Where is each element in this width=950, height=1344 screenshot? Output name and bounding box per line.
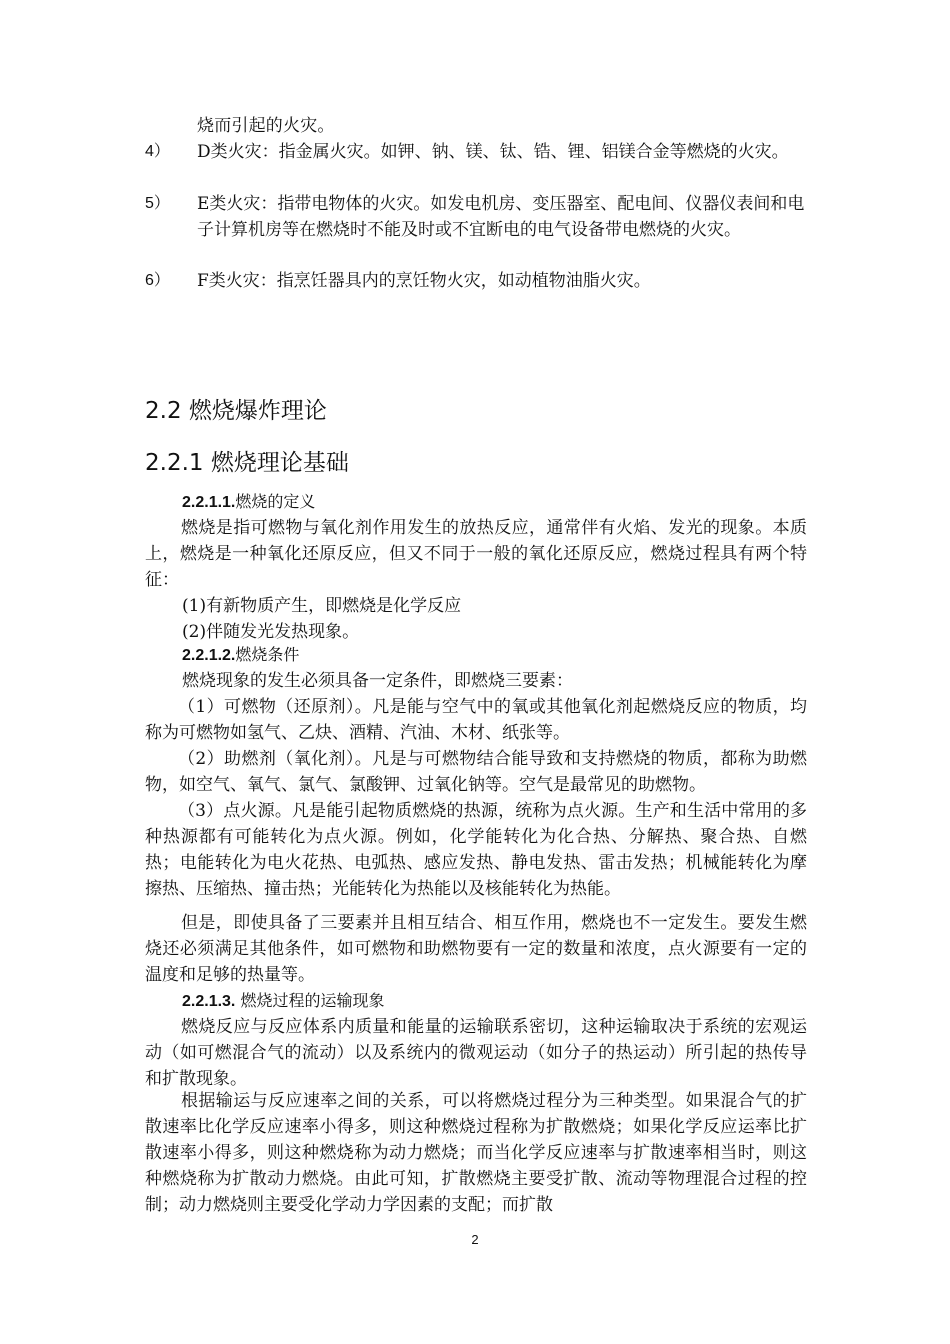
list-number: 4）	[145, 143, 170, 160]
fire-class-item-d	[145, 139, 808, 191]
combustion-definition-paragraph: 燃烧是指可燃物与氧化剂作用发生的放热反应，通常伴有火焰、发光的现象。本质上，燃烧是一种氧化还原反应，但又不同于一般的氧化还原反应，燃烧过程具有两个特征：	[145, 518, 807, 590]
fire-class-item-e	[145, 191, 808, 269]
page-number: 2	[471, 1232, 479, 1247]
list-number: 6）	[145, 272, 170, 289]
combustion-conditions-intro: 燃烧现象的发生必须具备一定条件，即燃烧三要素：	[182, 671, 573, 691]
subsection-number: 2.2.1.2.	[182, 647, 236, 664]
subsection-number: 2.2.1.1.	[182, 494, 236, 511]
list-text: E类火灾：指带电物体的火灾。如发电机房、变压器室、配电间、仪器仪表间和电子计算机房等在燃烧时不能及时或不宜断电的电气设备带电燃烧的火灾。	[197, 194, 805, 240]
condition-ignition-source: （3）点火源。凡是能引起物质燃烧的热源，统称为点火源。生产和生活中常用的多种热源都有可能转化为点火源。例如，化学能转化为化合热、分解热、聚合热、自燃热；电能转化为电火花热、电弧热、感应发热、静电发热、雷击发热；机械能转化为摩擦热、压缩热、撞击热；光能转化为热能以及核能转化为热能。	[145, 801, 807, 899]
list-text: D类火灾：指金属火灾。如钾、钠、镁、钛、锆、锂、铝镁合金等燃烧的火灾。	[197, 142, 789, 162]
transport-phenomena-paragraph: 燃烧反应与反应体系内质量和能量的运输联系密切，这种运输取决于系统的宏观运动（如可燃混合气的流动）以及系统内的微观运动（如分子的热运动）所引起的热传导和扩散现象。	[145, 1017, 807, 1089]
subsection-title: 燃烧过程的运输现象	[235, 991, 385, 1010]
subsection-title: 燃烧的定义	[235, 492, 316, 511]
subsection-number: 2.2.1.3.	[182, 993, 236, 1010]
combustion-feature-1: (1)有新物质产生，即燃烧是化学反应	[182, 596, 462, 616]
combustion-but-paragraph: 但是，即使具备了三要素并且相互结合、相互作用，燃烧也不一定发生。要发生燃烧还必须满足其他条件，如可燃物和助燃物要有一定的数量和浓度，点火源要有一定的温度和足够的热量等。	[145, 913, 807, 985]
combustion-feature-2: (2)伴随发光发热现象。	[182, 622, 360, 642]
subsection-heading-2-2-1-2	[182, 642, 299, 669]
section-heading-2-2-1: 2.2.1 燃烧理论基础	[145, 450, 349, 476]
subsection-heading-2-2-1-1	[182, 489, 315, 516]
subsection-heading-2-2-1-3	[182, 988, 384, 1015]
condition-oxidizer: （2）助燃剂（氧化剂）。凡是与可燃物结合能导致和支持燃烧的物质，都称为助燃物，如空气、氧气、氯气、氯酸钾、过氧化钠等。空气是最常见的助燃物。	[145, 749, 807, 795]
condition-combustible: （1）可燃物（还原剂）。凡是能与空气中的氧或其他氧化剂起燃烧反应的物质，均称为可燃物如氢气、乙炔、酒精、汽油、木材、纸张等。	[145, 697, 807, 743]
fire-class-item-f	[145, 268, 808, 294]
fire-class-continuation: 烧而引起的火灾。	[197, 116, 335, 136]
subsection-title: 燃烧条件	[235, 645, 300, 664]
combustion-types-paragraph: 根据输运与反应速率之间的关系，可以将燃烧过程分为三种类型。如果混合气的扩散速率比化学反应速率小得多，则这种燃烧过程称为扩散燃烧；如果化学反应运率比扩散速率小得多，则这种燃烧称为动力燃烧；而当化学反应速率与扩散速率相当时，则这种燃烧称为扩散动力燃烧。由此可知，扩散燃烧主要受扩散、流动等物理混合过程的控制；动力燃烧则主要受化学动力学因素的支配；而扩散	[145, 1091, 807, 1215]
list-number: 5）	[145, 195, 170, 212]
list-text: F类火灾：指烹饪器具内的烹饪物火灾，如动植物油脂火灾。	[197, 271, 651, 291]
section-heading-2-2: 2.2 燃烧爆炸理论	[145, 398, 327, 424]
